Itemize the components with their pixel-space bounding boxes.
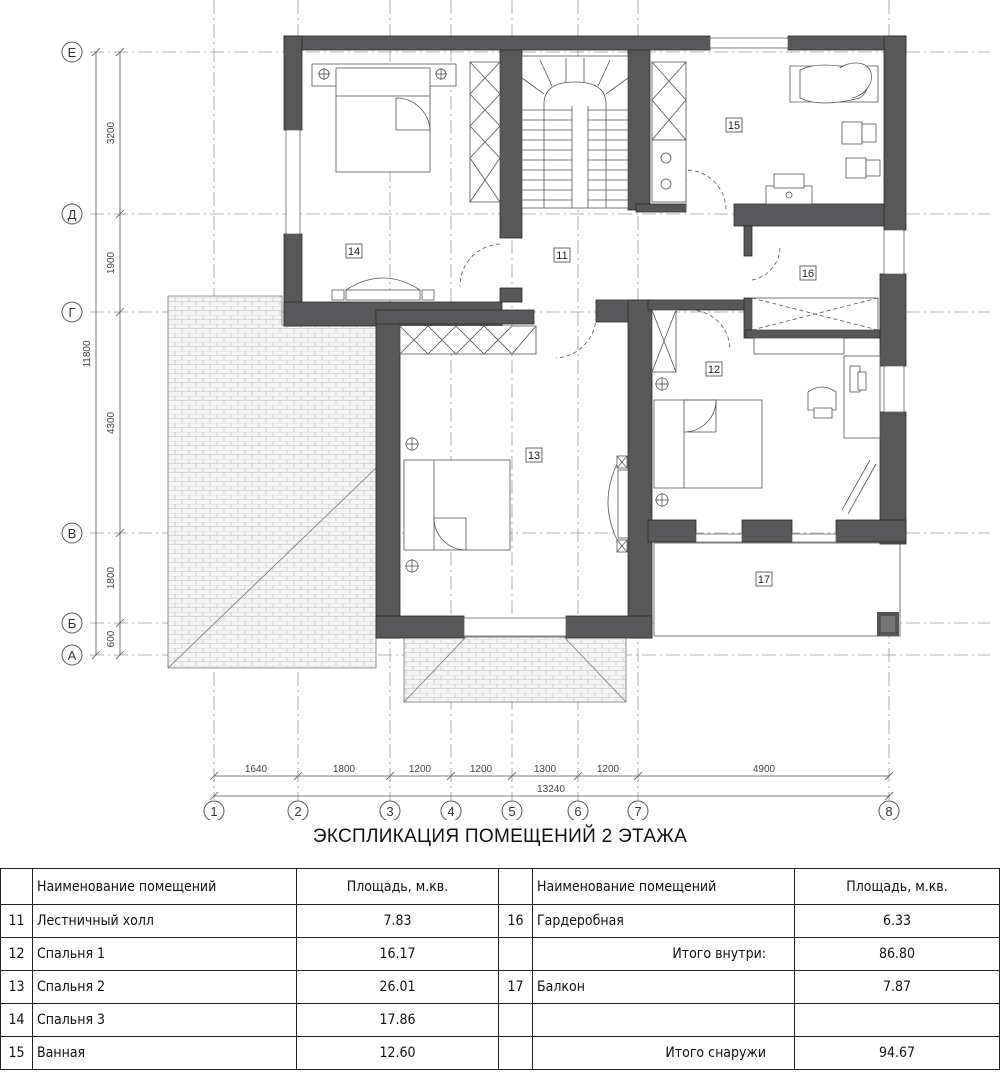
dim-h-1200b: 1200	[469, 764, 493, 775]
table-header-row	[1, 869, 1000, 905]
room-area: 6.33	[795, 905, 1000, 938]
dim-v-1900: 1900	[106, 251, 117, 275]
room-area: 7.83	[297, 905, 499, 938]
room-name: Спальня 1	[33, 938, 297, 971]
room-number: 12	[1, 938, 33, 971]
table-row	[1, 1037, 1000, 1070]
dim-h-4900: 4900	[752, 764, 776, 775]
explication-table	[0, 868, 1000, 1070]
axis-number: 3	[386, 804, 394, 819]
bathroom-fixtures	[652, 62, 880, 204]
room-area: 12.60	[297, 1037, 499, 1070]
dim-h-1640: 1640	[244, 764, 268, 775]
terrace-roof	[168, 296, 376, 668]
header-no-cell	[1, 869, 33, 905]
table-row	[1, 938, 1000, 971]
axis-number: 5	[508, 804, 516, 819]
room-number: 14	[1, 1004, 33, 1037]
header-name: Наименование помещений	[533, 869, 795, 905]
axis-number: 7	[634, 804, 642, 819]
total-outside-value: 94.67	[795, 1037, 1000, 1070]
dim-h-1200c: 1200	[596, 764, 620, 775]
balcony	[654, 543, 900, 636]
dim-h-total: 13240	[537, 784, 565, 795]
room-area: 7.87	[795, 971, 1000, 1004]
axis-letter: А	[67, 648, 77, 663]
dim-v-4300: 4300	[106, 411, 117, 435]
axis-number: 6	[574, 804, 582, 819]
table-row	[1, 1004, 1000, 1037]
dim-v-1800: 1800	[106, 566, 117, 590]
dim-h-1800: 1800	[332, 764, 356, 775]
dim-h-1200a: 1200	[408, 764, 432, 775]
total-inside-value: 86.80	[795, 938, 1000, 971]
room-number: 11	[1, 905, 33, 938]
room-number: 13	[1, 971, 33, 1004]
room-name	[533, 1004, 795, 1037]
dim-h-1300: 1300	[533, 764, 557, 775]
room-name: Ванная	[33, 1037, 297, 1070]
room-name: Спальня 2	[33, 971, 297, 1004]
dim-v-3200: 3200	[106, 121, 117, 145]
bed-room-14	[312, 62, 500, 300]
room-label-13: 13	[527, 450, 541, 462]
axis-letter: Е	[67, 45, 77, 60]
header-area: Площадь, м.кв.	[297, 869, 499, 905]
axis-letter-markers	[62, 42, 82, 665]
axis-letter: В	[67, 526, 77, 541]
wardrobe-fixtures	[752, 298, 878, 330]
room-label-12: 12	[707, 364, 721, 376]
room-label-17: 17	[757, 574, 771, 586]
table-row	[1, 905, 1000, 938]
room-name: Лестничный холл	[33, 905, 297, 938]
room-label-14: 14	[347, 246, 361, 258]
axis-number-markers	[204, 801, 899, 820]
total-inside-label: Итого внутри:	[533, 938, 795, 971]
bed-room-13	[400, 326, 628, 573]
axis-number: 1	[210, 804, 218, 819]
room-area: 16.17	[297, 938, 499, 971]
room-area: 26.01	[297, 971, 499, 1004]
room-name: Спальня 3	[33, 1004, 297, 1037]
axis-number: 8	[885, 804, 893, 819]
room-number	[499, 1004, 533, 1037]
staircase	[522, 56, 628, 208]
room-area	[795, 1004, 1000, 1037]
axis-number: 4	[447, 804, 455, 819]
header-name: Наименование помещений	[33, 869, 297, 905]
room-area: 17.86	[297, 1004, 499, 1037]
room-name: Гардеробная	[533, 905, 795, 938]
room-number: 16	[499, 905, 533, 938]
table-row	[1, 971, 1000, 1004]
room-name: Балкон	[533, 971, 795, 1004]
header-area: Площадь, м.кв.	[795, 869, 1000, 905]
room-number: 17	[499, 971, 533, 1004]
total-outside-label: Итого снаружи	[533, 1037, 795, 1070]
room-number: 15	[1, 1037, 33, 1070]
room-label-16: 16	[801, 268, 815, 280]
room-number	[499, 938, 533, 971]
room-label-11: 11	[556, 250, 568, 262]
room-label-15: 15	[727, 120, 741, 132]
dim-v-11800: 11800	[82, 340, 93, 368]
dim-v-600: 600	[106, 630, 117, 648]
porch-roof	[404, 637, 626, 702]
axis-letter: Г	[68, 305, 76, 320]
room-number	[499, 1037, 533, 1070]
header-no-cell	[499, 869, 533, 905]
axis-number: 2	[294, 804, 302, 819]
axis-letter: Б	[67, 616, 77, 631]
bed-room-12	[652, 310, 880, 514]
explication-title: ЭКСПЛИКАЦИЯ ПОМЕЩЕНИЙ 2 ЭТАЖА	[312, 826, 688, 847]
axis-letter: Д	[67, 207, 77, 222]
